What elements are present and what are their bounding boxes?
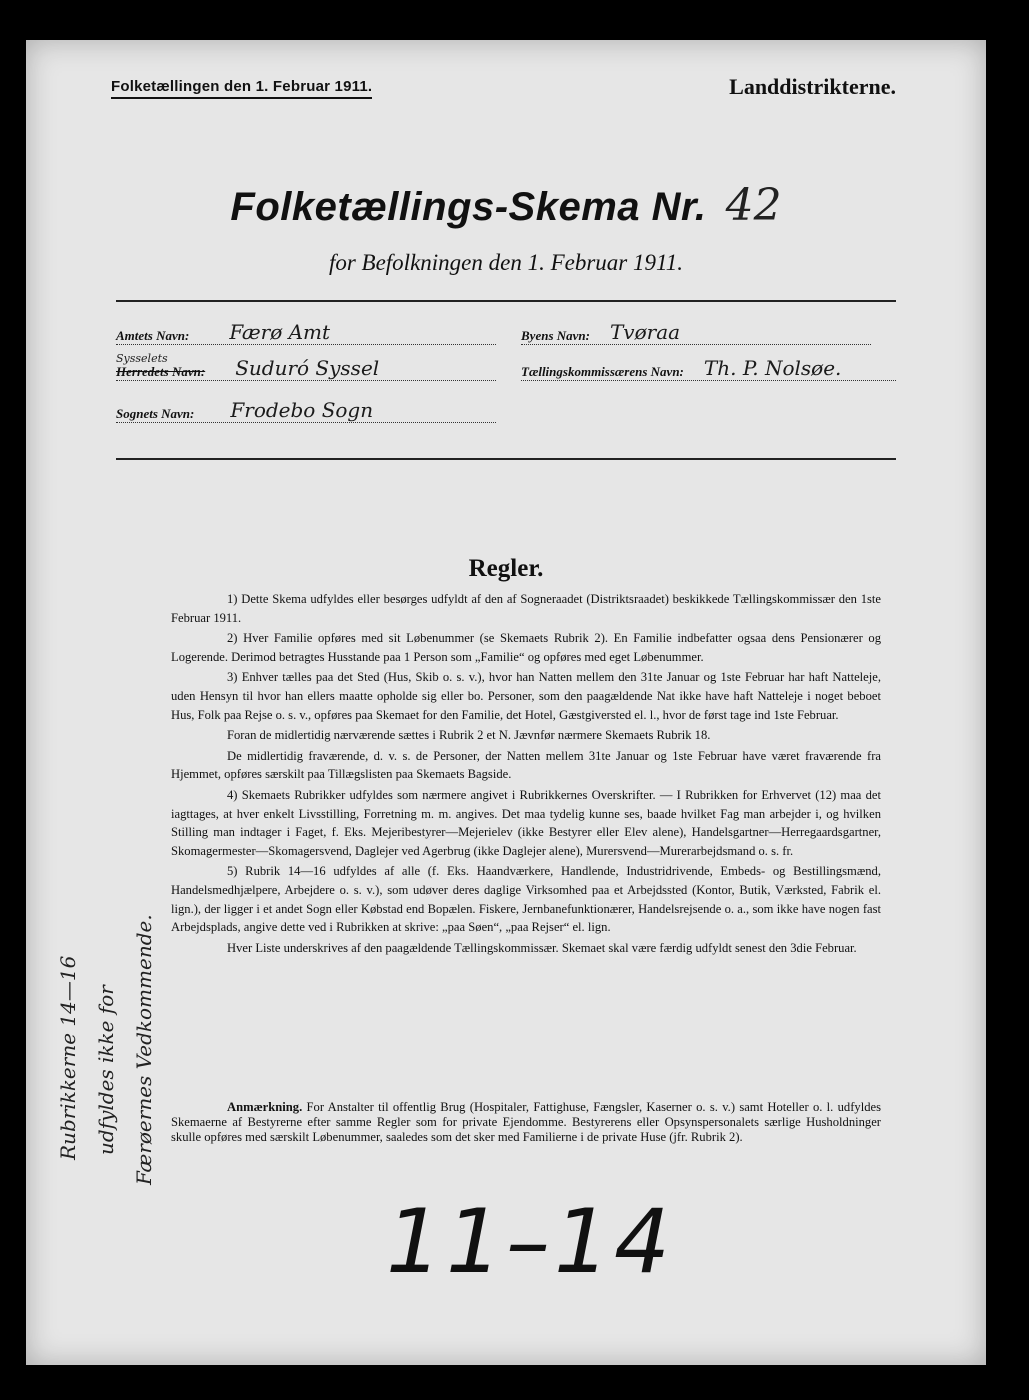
field-herred-label-handwritten: Sysselets [116,352,168,365]
rule-1: 1) Dette Skema udfyldes eller besørges udfyldt af den af Sogneraadet (Distriktsraadet) beskikkede Tællingskommissær den 1ste Februar 1911. [171,592,881,625]
rule-2: 2) Hver Familie opføres med sit Løbenummer (se Skemaets Rubrik 2). En Familie indbefatter ogsaa dens Pensionærer og Logerende. Derimod betragtes Husstande paa 1 Person som „Familie“ og opføres med eget Løbenummer. [171,631,881,664]
header-district-type: Landdistrikterne. [729,74,896,99]
field-kommissaer-value: Th. P. Nolsøe. [703,356,842,380]
rule-4: 4) Skemaets Rubrikker udfyldes som nærmere angivet i Rubrikkernes Overskrifter. — I Rubrikken for Erhvervet (12) maa det iagttages, at hver enkelt Livsstilling, Forretning m. m. angives. Det maa tydelig kunne ses, baade hvilket Fag man arbejder i, og hvilken Stilling man indtager i Faget, f. Eks. Mejeribestyrer—Mejerielev (ikke Bestyrer eller Elev alene), Handelsgartner—Herregaardsgartner, Skomagermester—Skomagersvend, Daglejer ved Agerbrug (ikke Daglejer alene), Murersvend—Murerarbejdsmand o. s. fr. [171,787,881,858]
census-form-sheet [26,40,986,1365]
form-title-text: Folketællings-Skema Nr. [230,185,707,229]
field-herred-value: Suduró Syssel [235,356,380,380]
rule-3-note-n: Foran de midlertidig nærværende sættes i Rubrik 2 et N. Jævnfør nærmere Skemaets Rubrik 18. [227,728,711,743]
field-herred-label: Herredets Navn: [116,364,206,379]
bottom-handwritten-range: 11–14 [386,1190,674,1293]
rule-3-note-absent: De midlertidig fraværende, d. v. s. de Personer, der Natten mellem 31te Januar og 1ste Februar have været fraværende fra Hjemmet, opføres særskilt paa Tillægslisten paa Skemaets Bagside. [171,748,881,782]
field-sogn [116,400,496,423]
margin-note-line-2: udfyldes ikke for [94,985,118,1155]
field-amt-label: Amtets Navn: [116,328,190,343]
field-herred [116,352,496,381]
field-kommissaer [521,358,896,381]
divider-top [116,300,896,302]
divider-bottom [116,458,896,460]
field-kommissaer-label: Tællingskommissærens Navn: [521,364,684,379]
footnote [171,1100,881,1145]
rules-body [171,590,881,959]
footnote-text: For Anstalter til offentlig Brug (Hospitaler, Fattighuse, Fængsler, Kaserner o. s. v.) samt Hoteller o. l. udfyldes Skemaerne af Bestyrerne efter samme Regler som for private Ejendomme. Bestyrerens eller Opsynspersonalets særlige Husholdninger skulle opføres med særskilt Løbenummer, saaledes som det sker med Familierne i de private Huse (jfr. Rubrik 2). [171,1100,881,1144]
field-by-value: Tvøraa [609,320,681,344]
field-by [521,322,871,345]
field-amt [116,322,496,345]
rules-heading: Regler. [468,555,544,582]
form-title [26,180,986,231]
footnote-label: Anmærkning. [227,1100,303,1114]
margin-note-line-1: Rubrikkerne 14—16 [56,955,80,1160]
field-sogn-value: Frodebo Sogn [230,398,374,422]
form-number-handwritten: 42 [725,180,782,231]
field-by-label: Byens Navn: [521,328,590,343]
field-amt-value: Færø Amt [229,320,331,344]
field-sogn-label: Sognets Navn: [116,406,195,421]
rule-5: 5) Rubrik 14—16 udfyldes af alle (f. Eks. Haandværkere, Handlende, Industridrivende, Embeds- og Bestillingsmænd, Handelsmedhjælpere, Arbejdere o. s. v.), som udøver deres daglige Virksomhed paa et Arbejdssted (Kontor, Butik, Værksted, Fabrik el. lign.), der ligger i et andet Sogn eller Købstad end Bopælen. Fiskere, Jernbanefunktionærer, Handelsrejsende o. a., som ikke have nogen fast Arbejdsplads, angive dette ved i Rubrikken at skrive: „paa Søen“, „paa Rejser“ el. lign. [171,864,881,935]
header-census-date: Folketællingen den 1. Februar 1911. [111,78,372,99]
rule-3: 3) Enhver tælles paa det Sted (Hus, Skib o. s. v.), hvor han Natten mellem den 31te Januar og 1ste Februar har haft Natteleje, uden Hensyn til hvor han ellers maatte opholde sig eller bo. Personer, som den paagældende Nat ikke have haft Natteleje i noget beboet Hus, Folk paa Rejse o. s. v., opføres paa Skemaet for den Familie, det Hotel, Gæstgiversted el. l., hvor de først tage ind 1ste Februar. [171,670,881,722]
margin-note-line-3: Færøernes Vedkommende. [132,914,156,1185]
rule-6-signature: Hver Liste underskrives af den paagældende Tællingskommissær. Skemaet skal være færdig udfyldt senest den 3die Februar. [227,940,857,955]
form-subtitle: for Befolkningen den 1. Februar 1911. [328,250,684,275]
